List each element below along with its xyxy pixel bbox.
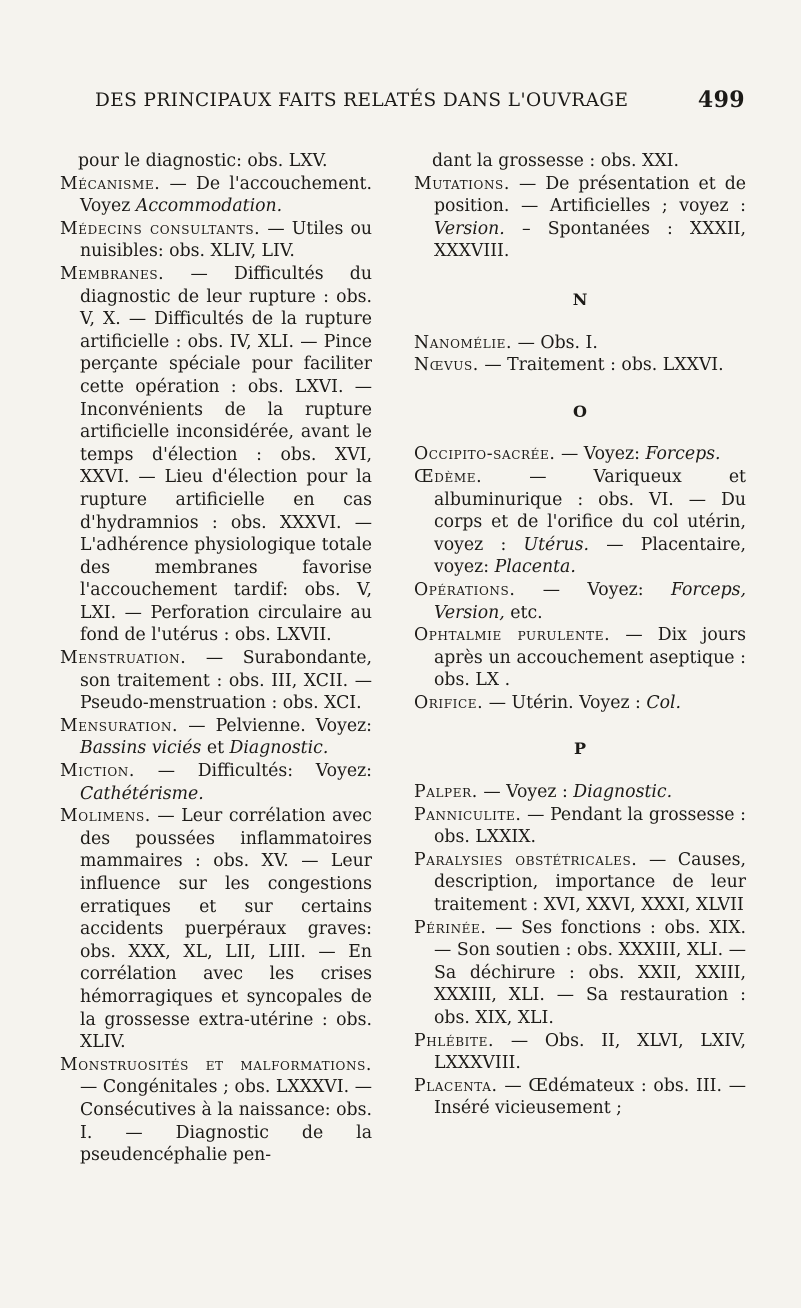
entry-headword: Opérations.: [414, 579, 516, 600]
entry-text: — Pelvienne. Voyez:: [178, 715, 372, 736]
entry-headword: Mécanisme.: [60, 173, 161, 194]
index-entry: [414, 150, 746, 173]
entry-text-after: et: [201, 738, 230, 759]
entry-text: — Obs. II, XLVI, LXIV, LXXXVIII.: [434, 1030, 746, 1074]
entry-headword: Miction.: [60, 761, 135, 782]
entry-text-after: etc.: [504, 602, 543, 623]
index-entry: [60, 150, 372, 173]
entry-headword: Paralysies obstétricales.: [414, 849, 638, 870]
entry-reference: Utérus.: [523, 534, 590, 555]
entry-text: — De l'accouchement. Voyez: [80, 173, 372, 217]
entry-text: — Dix jours après un accouchement aseptique : obs. LX .: [434, 625, 746, 691]
running-title: DES PRINCIPAUX FAITS RELATÉS DANS L'OUVRAGE: [95, 90, 629, 111]
entry-text-after: — Placentaire, voyez:: [434, 534, 746, 578]
entry-reference: Diagnostic.: [229, 738, 329, 759]
entry-headword: Palper.: [414, 782, 478, 803]
entry-headword: Monstruosités et malformations.: [60, 1054, 372, 1075]
index-entry: [60, 218, 372, 263]
entry-text-after: – Spontanées : XXXII, XXXVIII.: [434, 218, 746, 262]
entry-headword: Orifice.: [414, 692, 484, 713]
section-letter-n: N: [572, 289, 588, 309]
entry-reference: Version.: [434, 218, 505, 239]
index-entry: [414, 466, 746, 579]
entry-text: — Pendant la grossesse : obs. LXXIX.: [434, 804, 746, 848]
entry-text: — Ses fonctions : obs. XIX. — Son soutien : obs. XXXIII, XLI. — Sa déchirure : obs. XXII, XXIII, XXXIII, XLI. — Sa restauration : obs. XIX, XLI.: [434, 917, 746, 1028]
entry-text: — Utérin. Voyez :: [483, 692, 647, 713]
index-entry: [414, 781, 746, 804]
entry-reference: Diagnostic.: [573, 782, 673, 803]
entry-headword: Nanomélie.: [414, 332, 513, 353]
index-entry: [414, 354, 746, 377]
entry-headword: Molimens.: [60, 806, 151, 827]
entry-reference: Bassins viciés: [80, 738, 202, 759]
entry-text: dant la grossesse : obs. XXI.: [432, 151, 679, 171]
entry-text: — Causes, description, importance de leur traitement : XVI, XXVI, XXXI, XLVII: [434, 849, 746, 916]
index-entry: [414, 692, 746, 715]
index-entry: [414, 579, 746, 624]
entry-text: — Voyez:: [515, 579, 671, 600]
entry-headword: Occipito-sacrée.: [414, 444, 556, 465]
section-letter-o: O: [573, 401, 587, 421]
index-entry: [60, 715, 372, 760]
right-column: [414, 150, 746, 1120]
index-entry: [414, 1075, 746, 1120]
entry-text: — De présentation et de position. — Artificielles ; voyez :: [434, 173, 746, 217]
index-entry: [414, 917, 746, 1030]
entry-text: — Difficultés du diagnostic de leur rupture : obs. V, X. — Difficultés de la rupture artificielle : obs. IV, XLI. — Pince perçante spéciale pour faciliter cette opération : obs. LXVI. — Inconvénients de la rupture artificielle inconsidérée, avant le temps d'élection : obs. XVI, XXVI. — Lieu d'élection pour la rupture artificielle en cas d'hydramnios : obs. XXXVI. — L'adhérence physiologique totale des membranes favorise l'accouchement tardif: obs. V, LXI. — Perforation circulaire au fond de l'utérus : obs. LXVII.: [80, 263, 372, 646]
entry-text: — Difficultés: Voyez:: [135, 761, 372, 782]
index-entry: [60, 263, 372, 647]
entry-text: — Leur corrélation avec des poussées inflammatoires mammaires : obs. XV. — Leur influence sur les congestions erratiques et sur certains accidents puerpéraux graves: obs. XXX, XL, LII, LIII. — En corrélation avec les crises hémorragiques et syncopales de la grossesse extra-utérine : obs. XLIV.: [80, 806, 372, 1053]
entry-headword: Placenta.: [414, 1075, 498, 1096]
entry-headword: Ophtalmie purulente.: [414, 625, 611, 646]
entry-reference: Cathétérisme.: [80, 783, 204, 804]
entry-text: — Obs. I.: [512, 332, 598, 353]
left-column: [60, 150, 372, 1167]
index-entry: [414, 443, 746, 466]
entry-headword: Périnée.: [414, 917, 487, 938]
entry-text: — Surabondante, son traitement : obs. III, XCII. — Pseudo-menstruation : obs. XCI.: [80, 648, 372, 714]
entry-text: — Voyez:: [555, 444, 646, 465]
index-entry: [414, 804, 746, 849]
entry-headword: Mutations.: [414, 173, 510, 194]
index-entry: [60, 1054, 372, 1167]
page-number: 499: [697, 87, 745, 113]
index-entry: [60, 760, 372, 805]
index-entry: [414, 624, 746, 692]
entry-text: — Voyez :: [477, 782, 574, 803]
entry-reference: Col.: [646, 692, 682, 713]
index-entry: [414, 849, 746, 917]
index-entry: [414, 173, 746, 263]
entry-text: — Congénitales ; obs. LXXXVI. — Consécutives à la naissance: obs. I. — Diagnostic de la pseudencéphalie pen-: [80, 1077, 372, 1166]
entry-headword: Menstruation.: [60, 648, 187, 669]
entry-headword: Nœvus.: [414, 355, 479, 376]
entry-headword: Médecins consultants.: [60, 218, 261, 239]
entry-text: — Variqueux et albuminurique : obs. VI. — Du corps et de l'orifice du col utérin, voyez :: [434, 466, 746, 555]
index-entry: [60, 647, 372, 715]
entry-text: — Œdémateux : obs. III. — Inséré vicieusement ;: [434, 1075, 746, 1119]
entry-text: pour le diagnostic: obs. LXV.: [78, 151, 328, 171]
entry-reference: Placenta.: [494, 557, 576, 578]
entry-reference: Forceps, Version,: [434, 579, 746, 623]
entry-headword: Phlébite.: [414, 1030, 495, 1051]
index-entry: [414, 332, 746, 355]
running-header: [95, 87, 745, 113]
index-entry: [414, 1030, 746, 1075]
entry-text: — Traitement : obs. LXXVI.: [478, 355, 724, 376]
section-letter-p: P: [573, 739, 587, 759]
entry-headword: Membranes.: [60, 263, 165, 284]
index-entry: [60, 173, 372, 218]
entry-headword: Œdème.: [414, 466, 483, 487]
entry-reference: Accommodation.: [135, 196, 283, 217]
entry-headword: Panniculite.: [414, 804, 522, 825]
entry-headword: Mensuration.: [60, 715, 179, 736]
index-entry: [60, 805, 372, 1054]
entry-reference: Forceps.: [645, 444, 721, 465]
entry-text: — Utiles ou nuisibles: obs. XLIV, LIV.: [80, 218, 372, 262]
